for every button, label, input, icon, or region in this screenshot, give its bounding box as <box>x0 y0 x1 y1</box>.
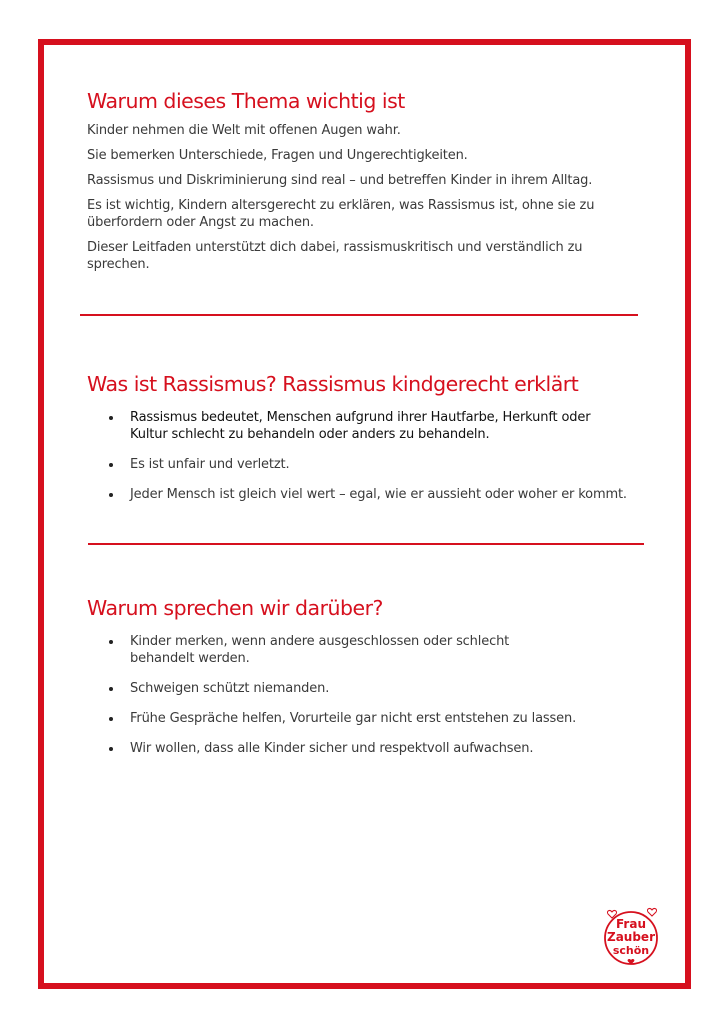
section-heading: Warum sprechen wir darüber? <box>87 596 383 620</box>
section-heading: Was ist Rassismus? Rassismus kindgerecht erklärt <box>87 372 579 396</box>
paragraph: Sie bemerken Unterschiede, Fragen und Ungerechtigkeiten. <box>87 148 468 163</box>
bullet-icon <box>109 747 113 751</box>
list-item-text: Wir wollen, dass alle Kinder sicher und respektvoll aufwachsen. <box>130 741 534 756</box>
paragraph: Dieser Leitfaden unterstützt dich dabei, rassismuskritisch und verständlich zu sprechen. <box>87 240 583 272</box>
paragraph: Kinder nehmen die Welt mit offenen Augen wahr. <box>87 123 401 138</box>
list-item <box>87 710 607 727</box>
list-item-text: Es ist unfair und verletzt. <box>130 457 290 472</box>
section-importance <box>87 88 647 273</box>
list-item-text: Jeder Mensch ist gleich viel wert – egal, wie er aussieht oder woher er kommt. <box>130 487 627 502</box>
list-item <box>87 740 607 757</box>
list-item-text: Rassismus bedeutet, Menschen aufgrund ihrer Hautfarbe, Herkunft oder Kultur schlecht zu behandeln oder anders zu behandeln. <box>130 410 591 442</box>
list-item <box>87 486 627 503</box>
list-item <box>87 409 600 443</box>
logo-text-line: Frau <box>616 917 646 931</box>
list-item <box>87 633 570 667</box>
heart-icon <box>647 909 656 916</box>
bullet-icon <box>109 463 113 467</box>
bullet-icon <box>109 717 113 721</box>
bullet-icon <box>109 640 113 644</box>
paragraph: Es ist wichtig, Kindern altersgerecht zu erklären, was Rassismus ist, ohne sie zu überfordern oder Angst zu machen. <box>87 198 595 230</box>
list-item <box>87 456 627 473</box>
bullet-list <box>87 409 627 503</box>
bullet-icon <box>109 416 113 420</box>
section-heading: Warum dieses Thema wichtig ist <box>87 89 405 113</box>
list-item <box>87 680 607 697</box>
section-why-talk <box>87 595 647 757</box>
paragraph: Rassismus und Diskriminierung sind real – und betreffen Kinder in ihrem Alltag. <box>87 173 593 188</box>
list-item-text: Kinder merken, wenn andere ausgeschlossen oder schlecht behandelt werden. <box>130 634 510 666</box>
bullet-icon <box>109 493 113 497</box>
logo-text-line: Zauber <box>607 930 655 944</box>
logo-text-line: schön <box>612 944 650 957</box>
bullet-icon <box>109 687 113 691</box>
section-divider <box>88 543 644 545</box>
list-item-text: Schweigen schützt niemanden. <box>130 681 330 696</box>
section-what-is-racism <box>87 371 647 503</box>
bullet-list <box>87 633 607 757</box>
brand-logo <box>603 906 659 968</box>
section-divider <box>80 314 638 316</box>
list-item-text: Frühe Gespräche helfen, Vorurteile gar nicht erst entstehen zu lassen. <box>130 711 577 726</box>
